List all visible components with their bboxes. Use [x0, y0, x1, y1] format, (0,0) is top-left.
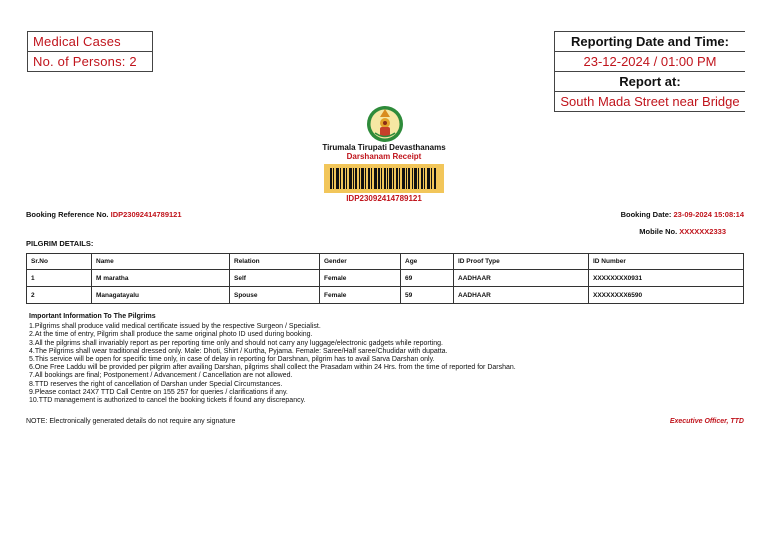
- cell-srno: 2: [27, 287, 92, 304]
- reporting-box: [554, 31, 745, 112]
- footer-note: NOTE: Electronically generated details do not require any signature: [26, 418, 236, 425]
- info-line: 3.All the pilgrims shall invariably report as per reporting time only and should not carry any luggage/electronic gadgets while reporting.: [29, 339, 443, 347]
- cell-name: M maratha: [92, 270, 230, 287]
- booking-ref-value: IDP23092414789121: [110, 210, 182, 219]
- persons-count: No. of Persons: 2: [28, 51, 152, 71]
- info-line: 9.Please contact 24X7 TTD Call Centre on 155 257 for queries / clarifications if any.: [29, 388, 288, 396]
- cell-age: 59: [401, 287, 454, 304]
- barcode-bars-icon: [324, 164, 444, 193]
- barcode-number: IDP23092414789121: [346, 194, 422, 203]
- medical-cases-box: [27, 31, 153, 72]
- col-name: Name: [92, 254, 230, 270]
- cell-id-number: XXXXXXXX6590: [589, 287, 744, 304]
- info-line: 7.All bookings are final; Postponement / Advancement / Cancellation are not allowed.: [29, 372, 293, 380]
- info-line: 4.The Pilgrims shall wear traditional dressed only. Male: Dhoti, Shirt / Kurtha, Pyjama. Female: Saree/Half saree/Chudidar with dupatta.: [29, 347, 448, 355]
- booking-date-value: 23-09-2024 15:08:14: [673, 210, 744, 219]
- info-line: 1.Pilgrims shall produce valid medical certificate issued by the respective Surgeon / Specialist.: [29, 323, 321, 331]
- reporting-value: 23-12-2024 / 01:00 PM: [555, 51, 745, 71]
- col-id-number: ID Number: [589, 254, 744, 270]
- table-row: [27, 270, 744, 287]
- cell-gender: Female: [320, 287, 401, 304]
- organization-name: Tirumala Tirupati Devasthanams: [322, 143, 446, 152]
- info-line: 6.One Free Laddu will be provided per pilgrim after availing Darshan, pilgrims shall collect the Prasadam within 24 Hrs. from the time of reported for Darshan.: [29, 364, 516, 372]
- receipt-title: Darshanam Receipt: [346, 152, 422, 161]
- col-id-proof-type: ID Proof Type: [454, 254, 589, 270]
- table-header-row: [27, 254, 744, 270]
- pilgrim-details-heading: PILGRIM DETAILS:: [26, 239, 94, 248]
- col-srno: Sr.No: [27, 254, 92, 270]
- cell-age: 69: [401, 270, 454, 287]
- medical-cases-title: Medical Cases: [33, 34, 121, 49]
- booking-ref-label: Booking Reference No.: [26, 210, 109, 219]
- cell-gender: Female: [320, 270, 401, 287]
- col-gender: Gender: [320, 254, 401, 270]
- cell-relation: Spouse: [230, 287, 320, 304]
- table-row: [27, 287, 744, 304]
- info-line: 10.TTD management is authorized to cancel the booking tickets if found any discrepancy.: [29, 397, 306, 405]
- mobile-value: XXXXXX2333: [679, 227, 726, 236]
- mobile-number: [639, 227, 726, 236]
- ttd-emblem-icon: [365, 103, 405, 143]
- booking-date-label: Booking Date:: [620, 210, 672, 219]
- cell-id-proof-type: AADHAAR: [454, 287, 589, 304]
- cell-name: Managatayalu: [92, 287, 230, 304]
- col-relation: Relation: [230, 254, 320, 270]
- report-at-label: Report at:: [555, 71, 745, 91]
- pilgrim-table: [26, 253, 744, 304]
- info-line: 5.This service will be open for specific time only, in case of delay in reporting for Darshnan, pilgrim has to avail Sarva Darshan only.: [29, 356, 435, 364]
- info-title: Important Information To The Pilgrims: [29, 313, 156, 320]
- col-age: Age: [401, 254, 454, 270]
- barcode: [324, 164, 444, 193]
- cell-srno: 1: [27, 270, 92, 287]
- mobile-label: Mobile No.: [639, 227, 678, 236]
- info-line: 8.TTD reserves the right of cancellation of Darshan under Special Circumstances.: [29, 380, 283, 388]
- booking-date: [621, 210, 744, 219]
- signatory: Executive Officer, TTD: [669, 418, 744, 425]
- info-line: 2.At the time of entry, Pilgrim shall produce the same original photo ID used during booking.: [29, 331, 313, 339]
- booking-reference: [26, 210, 182, 219]
- cell-id-number: XXXXXXXX0931: [589, 270, 744, 287]
- important-info: [29, 313, 516, 405]
- cell-id-proof-type: AADHAAR: [454, 270, 589, 287]
- cell-relation: Self: [230, 270, 320, 287]
- reporting-label: Reporting Date and Time:: [571, 34, 729, 49]
- report-at-value: South Mada Street near Bridge: [555, 91, 745, 111]
